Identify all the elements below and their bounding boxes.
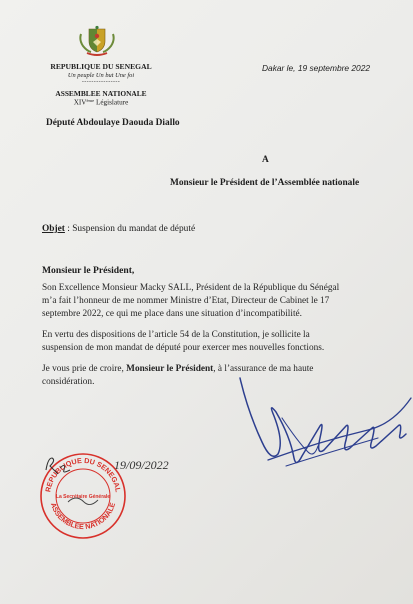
closing-line2: considération. bbox=[42, 377, 95, 387]
closing-emphasis: Monsieur le Président bbox=[126, 364, 214, 374]
closing-start: Je vous prie de croire, bbox=[42, 364, 127, 374]
svg-text:ASSEMBLEE NATIONALE: ASSEMBLEE NATIONALE bbox=[48, 501, 118, 532]
handwritten-signature bbox=[238, 372, 413, 484]
sender-deputy-name: Député Abdoulaye Daouda Diallo bbox=[46, 118, 180, 128]
legislature-number: XIV bbox=[73, 98, 87, 107]
subject-label: Objet bbox=[42, 224, 65, 234]
paragraph1-line1: Son Excellence Monsieur Macky SALL, Président de la République du Sénégal bbox=[42, 283, 340, 293]
svg-text:REPUBLIQUE DU SENEGAL: REPUBLIQUE DU SENEGAL bbox=[43, 455, 123, 493]
addressee-prefix: A bbox=[262, 155, 269, 165]
paragraph2-line1: En vertu des dispositions de l’article 54 de la Constitution, je sollicite la bbox=[42, 330, 310, 340]
subject-text: : Suspension du mandat de député bbox=[64, 224, 196, 234]
republic-header: REPUBLIQUE DU SENEGAL bbox=[50, 62, 152, 71]
legislature-word: Législature bbox=[95, 98, 129, 107]
addressee-name: Monsieur le Président de l’Assemblée nationale bbox=[170, 178, 360, 188]
received-date-handwritten bbox=[42, 452, 192, 478]
svg-text:La Secrétaire Générale: La Secrétaire Générale bbox=[55, 494, 111, 500]
place-and-date: Dakar le, 19 septembre 2022 bbox=[262, 63, 371, 73]
legislature-ordinal: ème bbox=[86, 98, 95, 103]
paragraph2-line2: suspension de mon mandat de député pour exercer mes nouvelles fonctions. bbox=[42, 343, 325, 353]
salutation: Monsieur le Président, bbox=[42, 265, 135, 276]
paragraph1-line2: m’a fait l’honneur de me nommer Ministre d’Etat, Directeur de Cabinet le 17 bbox=[42, 296, 330, 306]
national-motto: Un peuple Un but Une foi bbox=[67, 72, 135, 79]
subject-line bbox=[42, 224, 195, 234]
header-divider: ---------------- bbox=[81, 79, 121, 85]
svg-text:19/09/2022: 19/09/2022 bbox=[114, 458, 169, 472]
paragraph1-line3: septembre 2022, ce qui me place dans une situation d’incompatibilité. bbox=[42, 309, 302, 319]
coat-of-arms-emblem bbox=[78, 25, 116, 58]
closing-end: , à l’assurance de ma haute bbox=[213, 364, 314, 374]
assembly-header: ASSEMBLEE NATIONALE bbox=[55, 89, 147, 98]
legislature-line bbox=[40, 98, 162, 107]
